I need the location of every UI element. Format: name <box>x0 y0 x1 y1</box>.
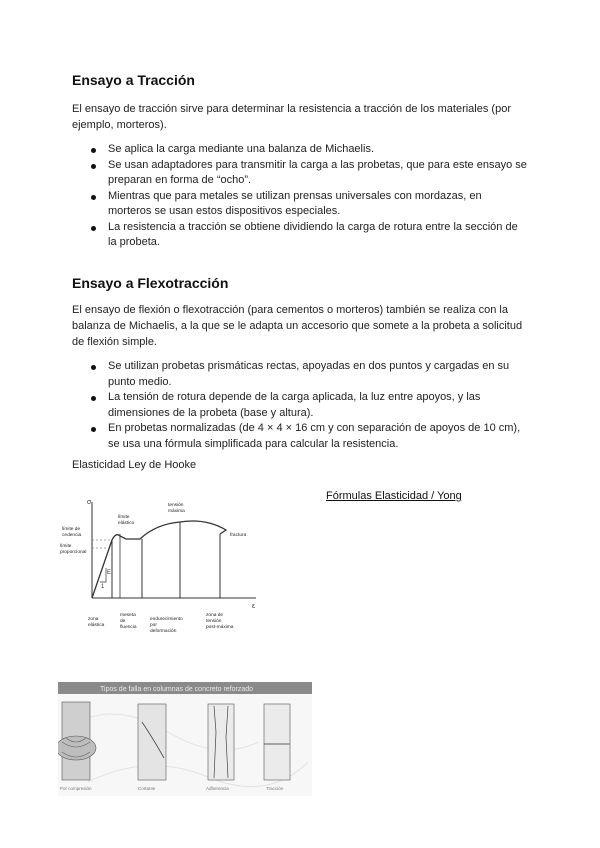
list-item: Se utilizan probetas prismáticas rectas, apoyadas en dos puntos y cargadas en su punto medio. <box>88 359 528 390</box>
figure-title: Tipos de falla en columnas de concreto reforzado <box>100 686 254 693</box>
x-axis-label: ε <box>252 603 256 610</box>
svg-text:tensión: tensión <box>168 503 184 508</box>
traccion-bullet-list <box>88 142 528 251</box>
hooke-label: Elasticidad Ley de Hooke <box>72 459 197 471</box>
svg-text:elástica: elástica <box>88 623 105 628</box>
list-item: La resistencia a tracción se obtiene dividiendo la carga de rotura entre la sección de la probeta. <box>88 220 528 251</box>
svg-text:límite: límite <box>118 515 130 520</box>
section-title-traccion: Ensayo a Tracción <box>72 72 195 88</box>
svg-text:cedencia: cedencia <box>62 533 82 538</box>
unit-label: 1 <box>101 584 105 590</box>
column-shear <box>138 704 166 780</box>
svg-text:por: por <box>150 623 157 628</box>
svg-text:fractura: fractura <box>230 533 247 538</box>
list-item: En probetas normalizadas (de 4 × 4 × 16 cm y con separación de apoyos de 10 cm), se usa una fórmula simplificada para calcular la resistencia. <box>88 421 528 452</box>
caption-tension: Tracción <box>266 786 284 791</box>
caption-shear: Cortante <box>138 786 156 791</box>
svg-text:máxima: máxima <box>168 509 185 514</box>
list-item: Se aplica la carga mediante una balanza de Michaelis. <box>88 142 528 158</box>
stress-strain-diagram <box>56 494 266 644</box>
formulas-link[interactable]: Fórmulas Elasticidad / Yong <box>326 490 462 502</box>
column-failure-figure <box>58 682 312 796</box>
svg-text:meseta: meseta <box>120 613 136 618</box>
svg-text:proporcional: proporcional <box>60 550 87 555</box>
svg-text:zona: zona <box>88 617 99 622</box>
flexotraccion-bullet-list <box>88 359 528 452</box>
svg-text:fluencia: fluencia <box>120 625 137 630</box>
caption-compression: Por compresión <box>60 786 92 791</box>
traccion-intro: El ensayo de tracción sirve para determinar la resistencia a tracción de los materiales (por ejemplo, morteros). <box>72 103 511 131</box>
svg-text:límite: límite <box>60 544 72 549</box>
svg-text:elástico: elástico <box>118 521 135 526</box>
modulus-label: E <box>107 570 112 576</box>
flexotraccion-intro: El ensayo de flexión o flexotracción (para cementos o morteros) también se realiza con la balanza de Michaelis, a la que se le adapta un accesorio que somete a la probeta a solicitud de flexión simple. <box>72 304 523 348</box>
svg-text:límite de: límite de <box>62 527 81 532</box>
column-bond <box>208 704 234 780</box>
y-axis-label: σ <box>87 499 92 506</box>
list-item: La tensión de rotura depende de la carga aplicada, la luz entre apoyos, y las dimensiones de la probeta (base y altura). <box>88 390 528 421</box>
svg-text:endurecimiento: endurecimiento <box>150 617 183 622</box>
svg-text:tensión: tensión <box>206 619 222 624</box>
section-title-flexotraccion: Ensayo a Flexotracción <box>72 275 229 291</box>
svg-text:deformación: deformación <box>150 629 177 634</box>
caption-bond: Adherencia <box>206 786 229 791</box>
svg-text:zona de: zona de <box>206 613 224 618</box>
list-item: Se usan adaptadores para transmitir la carga a las probetas, que para este ensayo se preparan en forma de “ocho”. <box>88 158 528 189</box>
list-item: Mientras que para metales se utilizan prensas universales con mordazas, en morteros se usan estos dispositivos especiales. <box>88 189 528 220</box>
column-tension <box>264 704 290 780</box>
svg-text:de: de <box>120 619 126 624</box>
svg-text:post-máxima: post-máxima <box>206 625 234 630</box>
